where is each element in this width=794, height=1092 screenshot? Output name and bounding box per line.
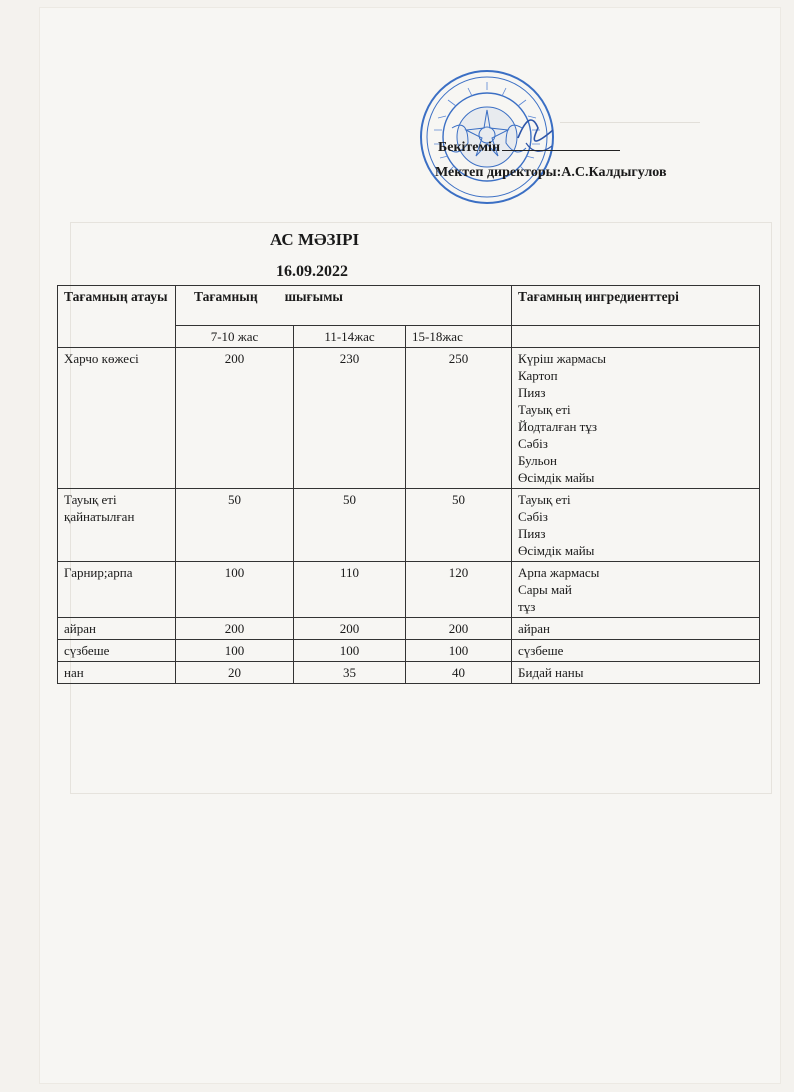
yield-value: 100 [176,640,294,662]
yield-value: 50 [294,489,406,562]
dish-name: сүзбеше [58,640,176,662]
table-row [58,348,760,489]
yield-value: 50 [176,489,294,562]
round-seal-stamp [418,68,556,206]
header-yield: Тағамның шығымы [176,286,512,326]
yield-value: 200 [176,618,294,640]
ingredient: Сары май [518,582,572,597]
yield-value: 250 [406,348,512,489]
age-group: 7-10 жас [176,326,294,348]
table-row [58,489,760,562]
yield-value: 50 [406,489,512,562]
yield-value: 200 [294,618,406,640]
ingredients-cell [512,489,760,562]
ingredient: Тауық еті [518,492,571,507]
ingredient: Өсімдік майы [518,470,595,485]
yield-value: 20 [176,662,294,684]
approval-line [438,140,620,156]
ingredient: Йодталған тұз [518,419,597,434]
ingredient: айран [518,621,550,636]
yield-value: 100 [176,562,294,618]
ingredient: Арпа жармасы [518,565,600,580]
dish-name: айран [58,618,176,640]
yield-value: 110 [294,562,406,618]
signature-line [502,140,620,151]
ingredients-cell [512,562,760,618]
ingredients-cell [512,348,760,489]
dish-name: Тауық еті қайнатылған [58,489,176,562]
ingredient: Тауық еті [518,402,571,417]
header-dish: Тағамның атауы [58,286,176,348]
ingredient: Пияз [518,526,546,541]
yield-value: 200 [176,348,294,489]
ingredient: сүзбеше [518,643,564,658]
table-row [58,662,760,684]
table-row [58,618,760,640]
ingredient: тұз [518,599,536,614]
menu-table [57,285,760,684]
approval-label: Бекітемін [438,140,501,155]
age-group: 11-14жас [294,326,406,348]
dish-name: Гарнир;арпа [58,562,176,618]
ingredient: Сәбіз [518,509,548,524]
ingredient: Картоп [518,368,558,383]
dish-name: Харчо көжесі [58,348,176,489]
yield-value: 200 [406,618,512,640]
ingredient: Сәбіз [518,436,548,451]
empty-cell [512,326,760,348]
document-date: 16.09.2022 [276,263,348,280]
table-header-row [58,286,760,326]
document-title: АС МӘЗІРІ [270,230,360,249]
dish-name: нан [58,662,176,684]
table-row [58,562,760,618]
ingredients-cell [512,662,760,684]
age-group: 15-18жас [406,326,512,348]
yield-value: 230 [294,348,406,489]
ingredient: Пияз [518,385,546,400]
ingredient: Бульон [518,453,557,468]
header-ingredients: Тағамның ингредиенттері [512,286,760,326]
yield-value: 35 [294,662,406,684]
yield-value: 100 [294,640,406,662]
ingredient: Күріш жармасы [518,351,607,366]
bleed-through-mark [560,112,700,123]
ingredient: Өсімдік майы [518,543,595,558]
director-name: Мектеп директоры:А.С.Калдыгулов [435,165,667,180]
ingredients-cell [512,618,760,640]
ingredients-cell [512,640,760,662]
table-row [58,640,760,662]
yield-value: 100 [406,640,512,662]
ingredient: Бидай наны [518,665,584,680]
yield-value: 40 [406,662,512,684]
yield-value: 120 [406,562,512,618]
